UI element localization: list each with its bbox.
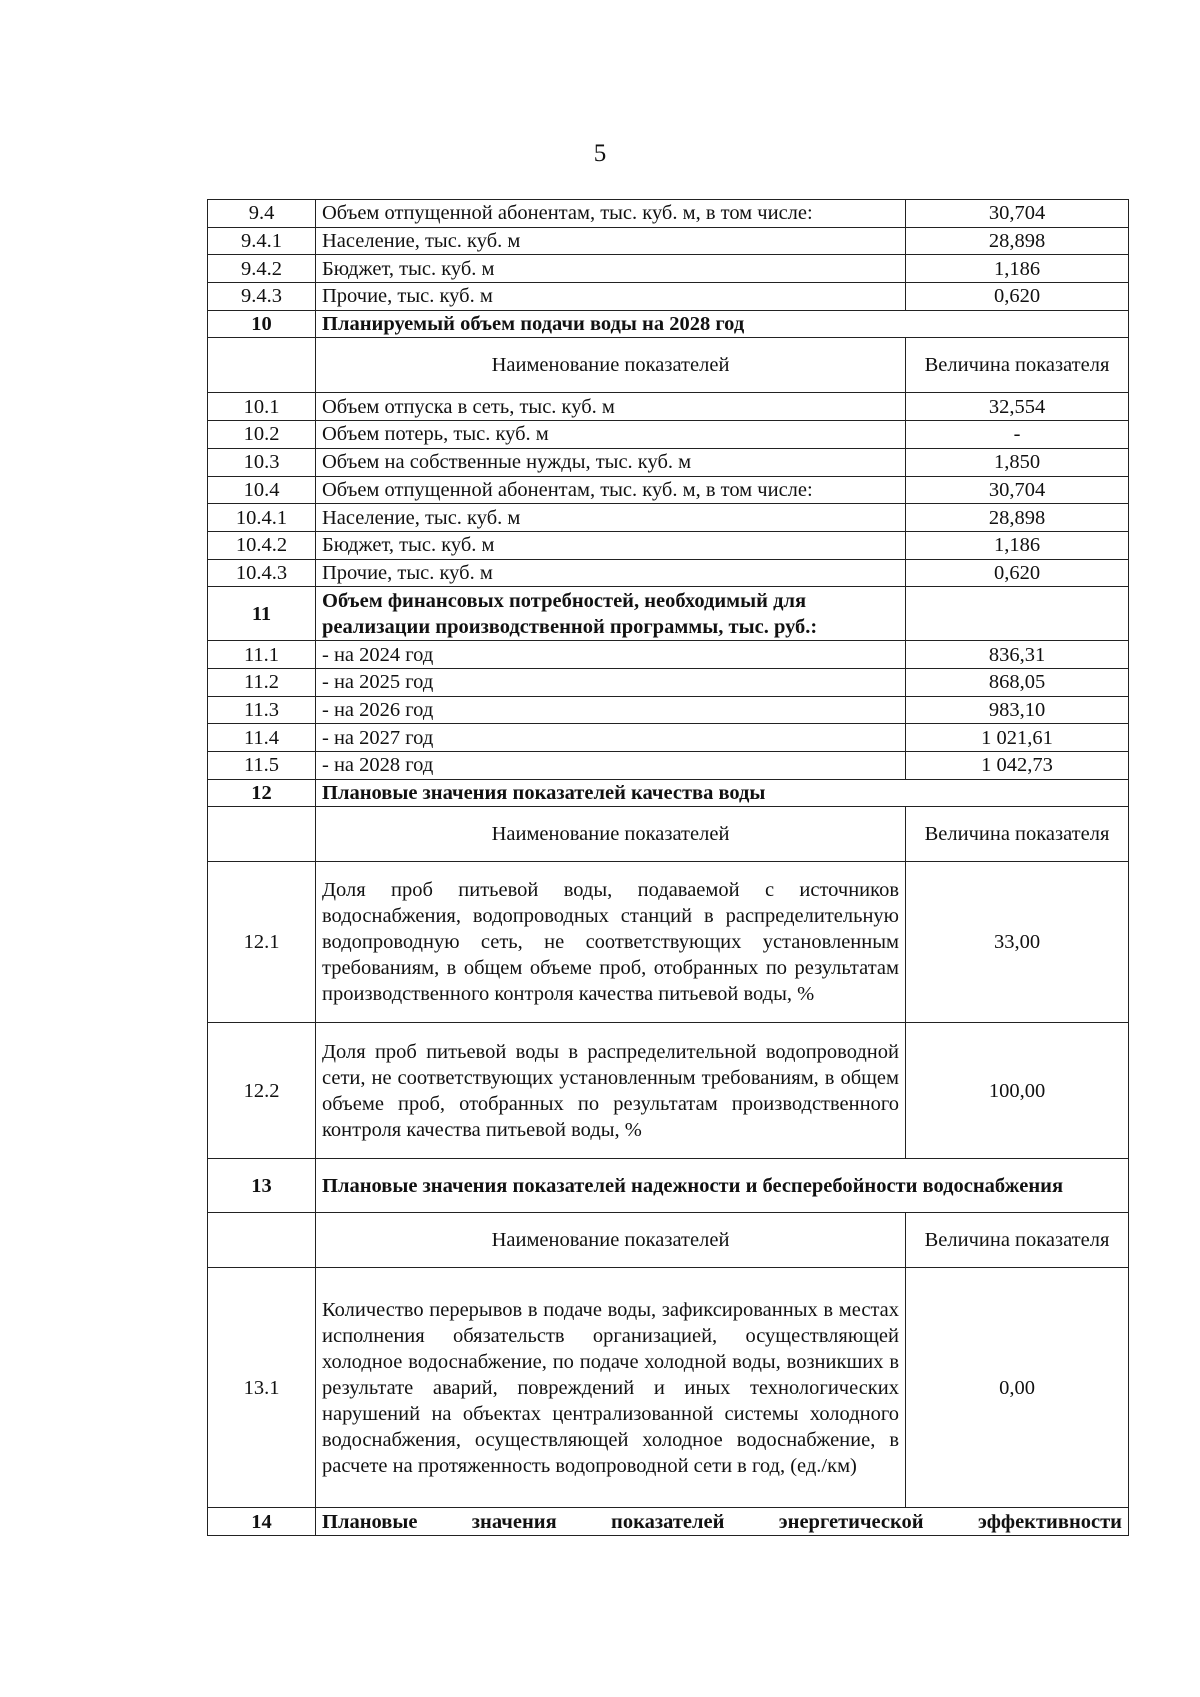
column-header-row — [208, 338, 1129, 393]
row-name: - на 2024 год — [316, 641, 906, 669]
header-empty-cell — [208, 807, 316, 862]
row-value: 1,186 — [906, 531, 1129, 559]
row-value: 30,704 — [906, 200, 1129, 228]
section-number: 12 — [208, 779, 316, 807]
table-row — [208, 421, 1129, 449]
row-number: 10.4.3 — [208, 559, 316, 587]
section-row — [208, 310, 1129, 338]
table-row — [208, 393, 1129, 421]
table-row — [208, 1023, 1129, 1159]
row-value: 836,31 — [906, 641, 1129, 669]
row-name: - на 2026 год — [316, 696, 906, 724]
table-row — [208, 1268, 1129, 1508]
row-number: 9.4.2 — [208, 255, 316, 283]
table-row — [208, 752, 1129, 780]
row-number: 12.1 — [208, 862, 316, 1023]
row-value: 0,620 — [906, 559, 1129, 587]
row-number: 10.2 — [208, 421, 316, 449]
row-name: Объем отпуска в сеть, тыс. куб. м — [316, 393, 906, 421]
row-value: 28,898 — [906, 504, 1129, 532]
section-title: Планируемый объем подачи воды на 2028 год — [316, 310, 1129, 338]
table-row — [208, 668, 1129, 696]
table-row — [208, 696, 1129, 724]
row-name: Количество перерывов в подаче воды, зафиксированных в местах исполнения обязательств организацией, осуществляющей холодное водоснабжение, по подаче холодной воды, возникших в результате аварий, повреждений и иных технологических нарушений на объектах централизованной системы холодного водоснабжения, осуществляющей холодное водоснабжение, в расчете на протяженность водопроводной сети в год, (ед./км) — [316, 1268, 906, 1508]
indicators-table — [207, 199, 1129, 1536]
row-name: Объем на собственные нужды, тыс. куб. м — [316, 448, 906, 476]
section-title: Плановые значения показателей надежности и бесперебойности водоснабжения — [316, 1159, 1129, 1213]
header-value: Величина показателя — [906, 807, 1129, 862]
table-row — [208, 476, 1129, 504]
row-number: 11.2 — [208, 668, 316, 696]
header-name: Наименование показателей — [316, 1213, 906, 1268]
row-name: Доля проб питьевой воды, подаваемой с источников водоснабжения, водопроводных станций в распределительную водопроводную сеть, не соответствующих установленным требованиям, в общем объеме проб, отобранных по результатам производственного контроля качества питьевой воды, % — [316, 862, 906, 1023]
row-name: Объем отпущенной абонентам, тыс. куб. м, в том числе: — [316, 476, 906, 504]
row-value: 33,00 — [906, 862, 1129, 1023]
row-number: 11.5 — [208, 752, 316, 780]
section-number: 14 — [208, 1508, 316, 1536]
header-empty-cell — [208, 1213, 316, 1268]
row-name: - на 2025 год — [316, 668, 906, 696]
table-row — [208, 504, 1129, 532]
table-row — [208, 641, 1129, 669]
table-row — [208, 531, 1129, 559]
row-number: 11.3 — [208, 696, 316, 724]
row-name: - на 2027 год — [316, 724, 906, 752]
header-name: Наименование показателей — [316, 807, 906, 862]
row-number: 10.4.1 — [208, 504, 316, 532]
table-row — [208, 227, 1129, 255]
row-name: Объем отпущенной абонентам, тыс. куб. м, в том числе: — [316, 200, 906, 228]
table-row — [208, 724, 1129, 752]
row-value: 100,00 — [906, 1023, 1129, 1159]
table-row — [208, 559, 1129, 587]
header-value: Величина показателя — [906, 1213, 1129, 1268]
row-value: 0,00 — [906, 1268, 1129, 1508]
table-row — [208, 448, 1129, 476]
row-number: 11.1 — [208, 641, 316, 669]
row-number: 12.2 — [208, 1023, 316, 1159]
table-row — [208, 862, 1129, 1023]
row-number: 9.4 — [208, 200, 316, 228]
row-number: 10.4 — [208, 476, 316, 504]
row-number: 10.4.2 — [208, 531, 316, 559]
row-number: 10.1 — [208, 393, 316, 421]
row-value: 1,186 — [906, 255, 1129, 283]
header-value: Величина показателя — [906, 338, 1129, 393]
header-empty-cell — [208, 338, 316, 393]
row-value: 983,10 — [906, 696, 1129, 724]
section-number: 10 — [208, 310, 316, 338]
row-value: - — [906, 421, 1129, 449]
table-row — [208, 200, 1129, 228]
row-name: Бюджет, тыс. куб. м — [316, 531, 906, 559]
row-name: - на 2028 год — [316, 752, 906, 780]
row-value: 28,898 — [906, 227, 1129, 255]
row-name: Доля проб питьевой воды в распределительной водопроводной сети, не соответствующих установленным требованиям, в общем объеме проб, отобранных по результатам производственного контроля качества питьевой воды, % — [316, 1023, 906, 1159]
row-value: 32,554 — [906, 393, 1129, 421]
page-number: 5 — [593, 140, 607, 167]
row-value: 1 021,61 — [906, 724, 1129, 752]
row-number: 13.1 — [208, 1268, 316, 1508]
section-row — [208, 587, 1129, 641]
row-number: 9.4.3 — [208, 283, 316, 311]
row-number: 10.3 — [208, 448, 316, 476]
section-title: Объем финансовых потребностей, необходимый для реализации производственной программы, тыс. руб.: — [316, 587, 906, 641]
section-number: 11 — [208, 587, 316, 641]
row-name: Население, тыс. куб. м — [316, 504, 906, 532]
column-header-row — [208, 807, 1129, 862]
section-number: 13 — [208, 1159, 316, 1213]
row-name: Прочие, тыс. куб. м — [316, 559, 906, 587]
row-name: Бюджет, тыс. куб. м — [316, 255, 906, 283]
table-row — [208, 255, 1129, 283]
section-row — [208, 1159, 1129, 1213]
row-value: 1,850 — [906, 448, 1129, 476]
row-name: Прочие, тыс. куб. м — [316, 283, 906, 311]
row-value: 30,704 — [906, 476, 1129, 504]
column-header-row — [208, 1213, 1129, 1268]
row-name: Население, тыс. куб. м — [316, 227, 906, 255]
row-number: 11.4 — [208, 724, 316, 752]
row-value: 868,05 — [906, 668, 1129, 696]
row-value: 0,620 — [906, 283, 1129, 311]
row-number: 9.4.1 — [208, 227, 316, 255]
section-row — [208, 1508, 1129, 1536]
table-row — [208, 283, 1129, 311]
section-empty-value — [906, 587, 1129, 641]
row-value: 1 042,73 — [906, 752, 1129, 780]
section-title: Плановые значения показателей энергетической эффективности — [316, 1508, 1129, 1536]
section-title: Плановые значения показателей качества воды — [316, 779, 1129, 807]
header-name: Наименование показателей — [316, 338, 906, 393]
section-row — [208, 779, 1129, 807]
row-name: Объем потерь, тыс. куб. м — [316, 421, 906, 449]
